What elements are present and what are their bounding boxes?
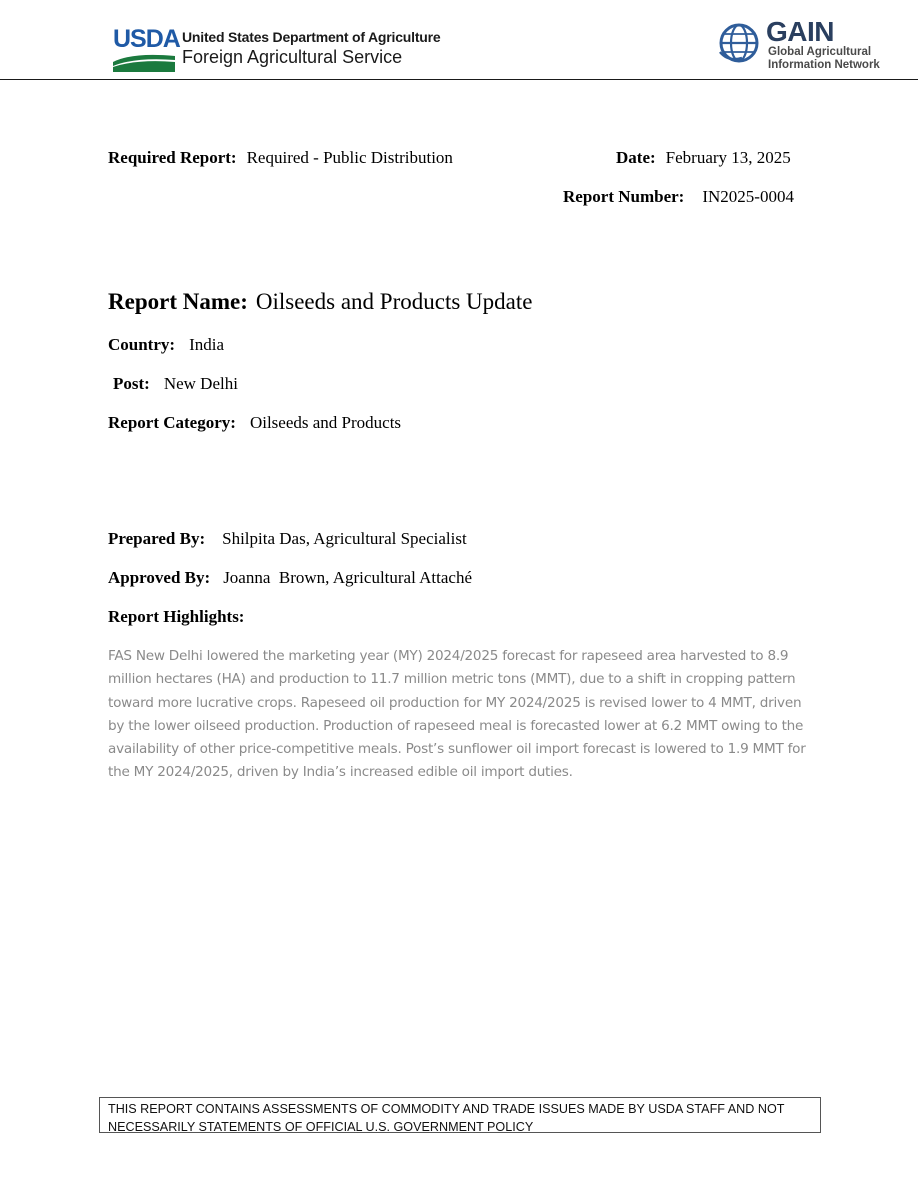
country-value: India bbox=[189, 335, 224, 354]
date-label: Date: bbox=[616, 148, 656, 167]
prepared-by-label: Prepared By: bbox=[108, 529, 206, 548]
report-name-row bbox=[108, 289, 532, 315]
post-label: Post: bbox=[113, 374, 150, 393]
header-divider bbox=[0, 79, 918, 80]
report-highlights-heading bbox=[108, 607, 244, 627]
report-category-value: Oilseeds and Products bbox=[249, 413, 402, 432]
report-highlights-text: FAS New Delhi lowered the marketing year (MY) 2024/2025 forecast for rapeseed area harvested to 8.9 million hectares (HA) and production to 11.7 million metric tons (MMT), due to a shift in cropping pattern toward more lucrative crops. Rapeseed oil production for MY 2024/2025 is revised lower to 4 MMT, driven by the lower oilseed production. Production of rapeseed meal is forecasted lower at 6.2 MMT owing to the availability of other price-competitive meals. Post’s sunflower oil import forecast is lowered to 1.9 MMT for the MY 2024/2025, driven by India’s increased edible oil import duties. bbox=[108, 648, 806, 781]
prepared-by-row bbox=[108, 529, 467, 549]
required-report-label: Required Report: bbox=[108, 148, 237, 167]
gain-subtitle-line2: Information Network bbox=[768, 59, 880, 71]
report-number-row bbox=[563, 187, 794, 207]
report-number-label: Report Number: bbox=[563, 187, 685, 206]
country-row bbox=[108, 335, 224, 355]
approved-by-value: Joanna Brown, Agricultural Attaché bbox=[223, 568, 472, 587]
required-report-row bbox=[108, 148, 453, 168]
required-report-value: Required - Public Distribution bbox=[246, 148, 453, 167]
report-name-value: Oilseeds and Products Update bbox=[255, 289, 533, 314]
approved-by-row bbox=[108, 568, 472, 588]
usda-logo bbox=[113, 25, 180, 72]
date-row bbox=[616, 148, 791, 168]
report-highlights-label: Report Highlights: bbox=[108, 607, 245, 626]
report-name-label: Report Name: bbox=[108, 289, 248, 314]
report-category-label: Report Category: bbox=[108, 413, 236, 432]
disclaimer-text: THIS REPORT CONTAINS ASSESSMENTS OF COMMODITY AND TRADE ISSUES MADE BY USDA STAFF AND NOT NECESSARILY STATEMENTS OF OFFICIAL U.S. GOVERNMENT POLICY bbox=[108, 1102, 785, 1134]
gain-subtitle-line1: Global Agricultural bbox=[768, 46, 872, 58]
report-category-row bbox=[108, 413, 401, 433]
approved-by-label: Approved By: bbox=[108, 568, 211, 587]
globe-icon bbox=[718, 22, 760, 64]
usda-swoosh-icon bbox=[113, 52, 175, 72]
gain-title: GAIN bbox=[766, 16, 834, 47]
prepared-by-value: Shilpita Das, Agricultural Specialist bbox=[222, 529, 467, 548]
country-label: Country: bbox=[108, 335, 176, 354]
post-value: New Delhi bbox=[163, 374, 238, 393]
department-name: United States Department of Agriculture bbox=[182, 29, 441, 45]
service-name: Foreign Agricultural Service bbox=[182, 47, 403, 67]
disclaimer-box bbox=[99, 1097, 821, 1133]
post-row bbox=[113, 374, 238, 394]
report-number-value: IN2025-0004 bbox=[702, 187, 794, 206]
usda-wordmark: USDA bbox=[113, 25, 180, 53]
date-value: February 13, 2025 bbox=[665, 148, 791, 167]
gain-subtitle bbox=[768, 46, 880, 72]
